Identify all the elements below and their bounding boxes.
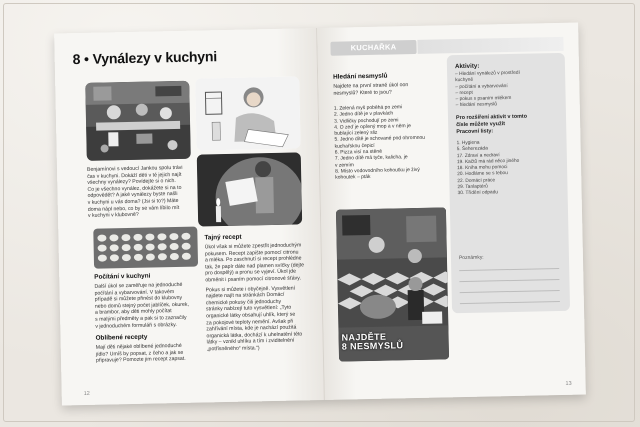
child-writing-illustration bbox=[195, 76, 300, 150]
section-title-nonsense: Hledání nesmyslů bbox=[333, 72, 388, 81]
text-line: Úkol však si můžete zpestřit jednoduchým bbox=[204, 242, 302, 251]
text-line: Co je všechno vynález, dokážete si na to bbox=[87, 184, 182, 193]
poster-caption-line: NAJDĚTE bbox=[341, 331, 387, 343]
text-line: najdete najít na stránkách Domácí bbox=[205, 291, 285, 300]
text-line: zahřívání místa, kde je nachází použitá bbox=[206, 324, 297, 333]
left-page bbox=[54, 28, 325, 405]
page-number-left: 12 bbox=[83, 390, 90, 397]
list-item: bublající zelený sliz bbox=[334, 129, 378, 137]
text-line: čas v kuchyni. Dokáží děti v té jejich najít bbox=[87, 171, 182, 180]
notes-label: Poznámky: bbox=[458, 254, 484, 262]
activities-list bbox=[455, 71, 521, 110]
text-line: Mají děti nějaké oblíbené jednoduché bbox=[95, 342, 182, 351]
open-booklet bbox=[54, 23, 586, 406]
text-line: v jednoduchém formuláři s obrázky. bbox=[95, 321, 177, 330]
list-item: – hledání nesmyslů bbox=[455, 102, 498, 109]
nonsense-list bbox=[334, 103, 446, 181]
text-line: obměnit i psaním pomocí citronové šťávy. bbox=[205, 275, 301, 284]
list-item: 19. Kačtů má rád něco jiného bbox=[456, 158, 520, 166]
worksheets-title bbox=[456, 114, 527, 136]
list-item: – recept bbox=[455, 90, 473, 97]
text-line: všechny vynálezy? Povídejte si o nich. bbox=[87, 178, 176, 187]
text-line: v kuchyni u vás doma? (Jsi si to?) Máte bbox=[87, 197, 179, 206]
recipes-paragraph bbox=[96, 343, 200, 365]
list-item: 4. O zeď je opřený mop a v něm je bbox=[334, 122, 411, 131]
text-line: jídlo? Umíš by popsat, z čeho a jak se bbox=[95, 349, 184, 358]
section-title-counting: Počítání v kuchyni bbox=[94, 272, 151, 281]
list-item: – počítání a vybarvování bbox=[455, 83, 508, 90]
section-title-secret-recipe: Tajný recept bbox=[204, 233, 242, 242]
list-item: – pokus s psaním mlékem bbox=[455, 96, 512, 103]
list-item: 17. Zdraví a nedraví bbox=[456, 152, 500, 159]
poster-caption bbox=[342, 332, 404, 351]
text-line: připravuje? Pomozte jim recept zapsat. bbox=[95, 356, 186, 364]
counting-paragraph bbox=[94, 282, 199, 330]
text-line: za pokojové teploty nemění. Avšak při bbox=[206, 318, 294, 326]
list-item: 29. Tanlaptérů bbox=[457, 184, 488, 191]
text-line: Pracovní listy: bbox=[456, 127, 494, 135]
chapter-number: 8 • bbox=[72, 50, 89, 68]
section-title-recipes: Oblíbené recepty bbox=[95, 333, 148, 342]
list-item: 20. Hodláme se s tebou bbox=[457, 171, 508, 178]
nonsense-intro bbox=[333, 81, 443, 96]
list-item: 3. Vidličky pochodují po zemi bbox=[333, 116, 399, 125]
note-line bbox=[459, 279, 559, 282]
chapter-title-text: Vynálezy v kuchyni bbox=[92, 48, 218, 67]
text-line: Benjamínovi s vedoucí Jankou spolu trávi bbox=[86, 164, 183, 173]
text-line: organická látka, dochází k uhelnatění této bbox=[206, 331, 303, 340]
text-line: s malými předměty a pak si to zaznačily bbox=[95, 314, 187, 323]
text-line: nebo domů stejný počet jablíček, okurek, bbox=[94, 301, 189, 310]
list-item: 5. Šeherezáda bbox=[456, 146, 488, 153]
text-line: odpovědět? A jaké vynálezy byste našli bbox=[87, 191, 178, 200]
chapter-title bbox=[73, 48, 218, 67]
right-page bbox=[317, 23, 586, 400]
text-line: organické látky obsahují uhlík, který se bbox=[206, 311, 296, 320]
list-item: 1. Zelená myš poběhá po zemi bbox=[333, 104, 403, 112]
text-line: „potřísněného“ místa.“) bbox=[206, 345, 260, 353]
activities-sidebar bbox=[447, 53, 570, 313]
text-line: čísle můžete využít bbox=[456, 120, 506, 128]
text-line: a mléka. Po zaschnutí si recept prohlédne bbox=[204, 255, 302, 264]
worksheets-list bbox=[457, 140, 521, 198]
kitchen-illustration bbox=[85, 81, 191, 161]
text-line: nesmyslů? Které to jsou? bbox=[333, 89, 392, 97]
text-line: chemické pokusy čili jednoduchy bbox=[205, 298, 282, 307]
text-line: a brambor, aby děti mohly počítat bbox=[94, 308, 172, 317]
note-line bbox=[460, 290, 560, 293]
text-line: počítání a vybarvování. V takovém bbox=[94, 288, 175, 297]
list-item: 7. Jedno dítě má tyče, kalicha, je bbox=[334, 154, 408, 163]
text-line: Další úkol se zaměřuje na jednoduché bbox=[94, 281, 183, 290]
text-line: doma nápl nebo, co by se vám líbilo mít bbox=[87, 204, 180, 213]
list-item: 22. Domácí práce bbox=[457, 178, 496, 184]
text-line: Najdete na první straně úkol oon bbox=[333, 82, 409, 90]
list-item: kuchařskou čepicí bbox=[334, 142, 375, 150]
list-item: kuchyně bbox=[455, 78, 474, 84]
text-line: stránky nabízejí tuto vysvětlení: „Tyto bbox=[205, 304, 292, 313]
text-line: případě si můžete přinést do klubovny bbox=[94, 295, 183, 303]
text-line: Pro rozšíření aktivit v tomto bbox=[455, 113, 528, 122]
list-item: 18. Kniha mohu pomoci bbox=[457, 165, 508, 172]
note-line bbox=[459, 268, 559, 271]
list-item: 1. Hygiena bbox=[456, 140, 480, 147]
note-line bbox=[460, 301, 560, 304]
text-line: Pokus si můžete i obyčejně. Vysvětlení bbox=[205, 285, 296, 293]
text-line: pro dospělý) a pronu se vyjeví. Úkol jde bbox=[205, 268, 297, 277]
intro-paragraph bbox=[87, 165, 194, 220]
text-line: pokusem. Recept zapište pomocí citronu bbox=[204, 249, 299, 258]
text-line: látky – vznikl uhlíku a tím i zviditelnění bbox=[206, 337, 295, 346]
secret-recipe-paragraph bbox=[205, 242, 311, 353]
list-item: kohoutek – pták bbox=[335, 174, 371, 181]
text-line: tak, že papír dáte nad plamen svíčky (dejte bbox=[205, 262, 305, 271]
list-item: 30. Třídění odpadu bbox=[457, 190, 499, 197]
list-item: 5. Jedno dítě je schované pod ohromnou bbox=[334, 135, 426, 144]
egg-tray-illustration bbox=[93, 227, 198, 269]
header-band bbox=[417, 37, 563, 54]
list-item: v zemím bbox=[334, 161, 354, 169]
page-number-right: 13 bbox=[565, 380, 572, 387]
text-line: v kuchyni v klubovně? bbox=[87, 211, 139, 220]
list-item: 8. Místo vodovodního kohoutku je živý bbox=[335, 166, 420, 175]
kucharka-header-tab: KUCHAŘKA bbox=[330, 40, 416, 56]
candle-illustration bbox=[197, 152, 302, 226]
list-item: 2. Jedno dítě je v plavkách bbox=[333, 110, 394, 118]
activities-title: Aktivity: bbox=[454, 62, 480, 71]
list-item: – Hledání vynálezů v prostředí bbox=[455, 70, 520, 78]
list-item: 6. Pizza visí na stěně bbox=[334, 148, 383, 156]
poster-caption-line: 8 NESMYSLŮ bbox=[341, 340, 404, 352]
